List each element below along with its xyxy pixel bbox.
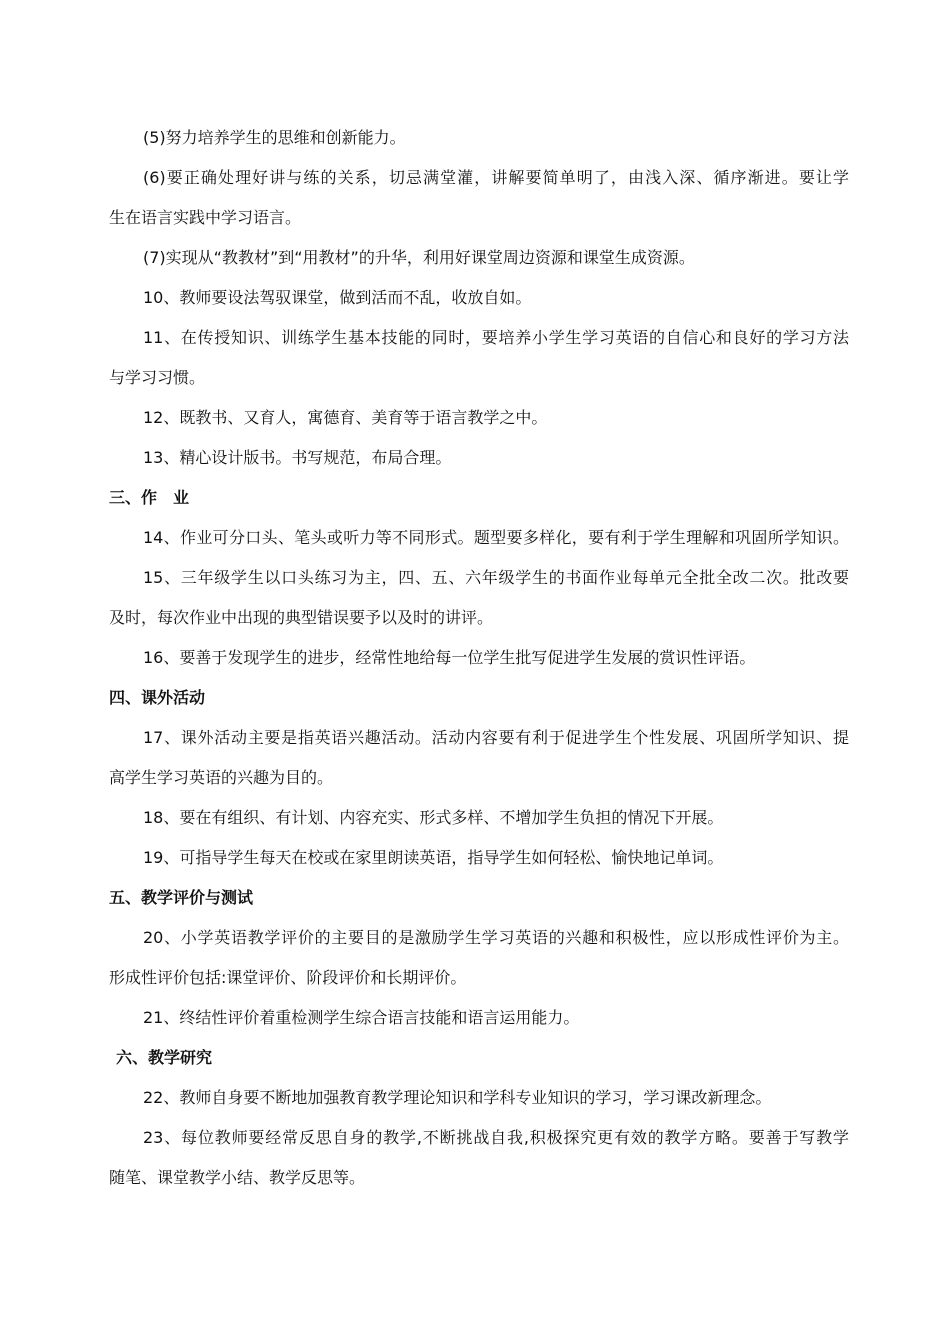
- paragraph-line: 形成性评价包括:课堂评价、阶段评价和长期评价。: [109, 968, 467, 987]
- paragraph-line: 20、小学英语教学评价的主要目的是激励学生学习英语的兴趣和积极性，应以形成性评价为主。: [143, 928, 849, 947]
- section-heading: 五、教学评价与测试: [109, 888, 254, 907]
- paragraph-line: 16、要善于发现学生的进步，经常性地给每一位学生批写促进学生发展的赏识性评语。: [143, 648, 756, 667]
- paragraph-line: 17、课外活动主要是指英语兴趣活动。活动内容要有利于促进学生个性发展、巩固所学知识、提: [143, 728, 849, 747]
- paragraph-line: 及时，每次作业中出现的典型错误要予以及时的讲评。: [109, 608, 494, 627]
- section-heading: 四、课外活动: [109, 688, 206, 707]
- paragraph-line: 13、精心设计版书。书写规范，布局合理。: [143, 448, 452, 467]
- paragraph-line: 12、既教书、又育人，寓德育、美育等于语言教学之中。: [143, 408, 548, 427]
- paragraph-line: 21、终结性评价着重检测学生综合语言技能和语言运用能力。: [143, 1008, 580, 1027]
- paragraph-line: 随笔、课堂教学小结、教学反思等。: [109, 1168, 366, 1187]
- paragraph-line: (7)实现从“教教材”到“用教材”的升华，利用好课堂周边资源和课堂生成资源。: [143, 248, 695, 267]
- paragraph-line: 10、教师要设法驾驭课堂，做到活而不乱，收放自如。: [143, 288, 532, 307]
- paragraph-line: 11、在传授知识、训练学生基本技能的同时，要培养小学生学习英语的自信心和良好的学习方法: [143, 328, 849, 347]
- paragraph-line: (5)努力培养学生的思维和创新能力。: [143, 128, 406, 147]
- paragraph-line: 与学习习惯。: [109, 368, 206, 387]
- paragraph-line: 22、教师自身要不断地加强教育教学理论知识和学科专业知识的学习，学习课改新理念。: [143, 1088, 772, 1107]
- paragraph-line: 19、可指导学生每天在校或在家里朗读英语，指导学生如何轻松、愉快地记单词。: [143, 848, 724, 867]
- paragraph-line: 高学生学习英语的兴趣为目的。: [109, 768, 334, 787]
- paragraph-line: 15、三年级学生以口头练习为主，四、五、六年级学生的书面作业每单元全批全改二次。批改要: [143, 568, 849, 587]
- paragraph-line: 23、每位教师要经常反思自身的教学,不断挑战自我,积极探究更有效的教学方略。要善于写教学: [143, 1128, 849, 1147]
- section-heading: 三、作 业: [109, 488, 190, 507]
- paragraph-line: (6)要正确处理好讲与练的关系，切忌满堂灌，讲解要简单明了，由浅入深、循序渐进。要让学: [143, 168, 849, 187]
- section-heading: 六、教学研究: [116, 1048, 213, 1067]
- paragraph-line: 生在语言实践中学习语言。: [109, 208, 302, 227]
- paragraph-line: 18、要在有组织、有计划、内容充实、形式多样、不增加学生负担的情况下开展。: [143, 808, 724, 827]
- paragraph-line: 14、作业可分口头、笔头或听力等不同形式。题型要多样化，要有利于学生理解和巩固所学知识。: [143, 528, 849, 547]
